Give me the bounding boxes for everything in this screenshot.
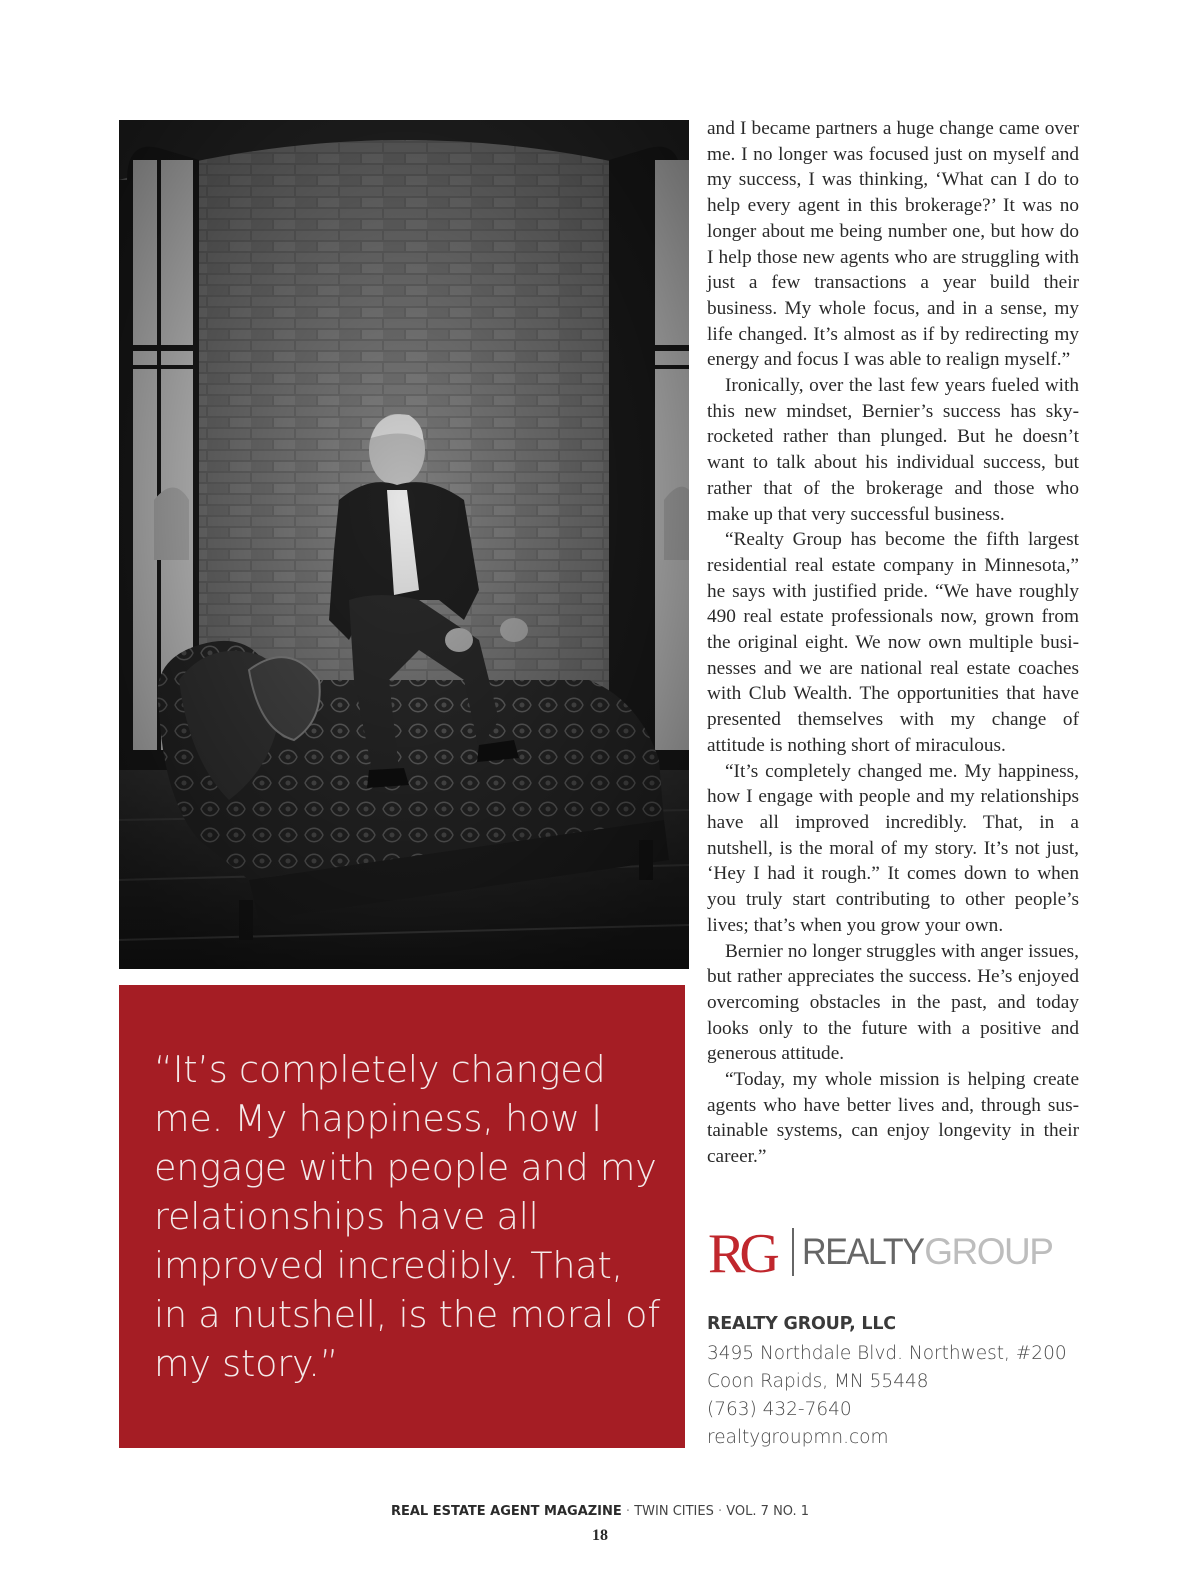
article-paragraph: Ironically, over the last few years fueled with this new mindset, Bernier’s success has skyrocketed rather than plunged. But he doesn’t want to talk about his individual success, but rather that of the brokerage and those who make up that very successful business. <box>707 375 1079 525</box>
address-line-1: 3495 Northdale Blvd. Northwest, #200 <box>707 1343 1067 1364</box>
article-paragraph: and I became partners a huge change came over me. I no longer was focused just on myself and my success, I was thinking, ‘What can I do to help every agent in this brokerage?’ It was no longer about me being number one, but how do I help those new agents who are struggling with just a few transactions a year build their business. My whole focus, and in a sense, my life changed. It’s almost as if by redirecting my energy and focus I was able to realign myself.” <box>707 118 1079 371</box>
article-body <box>707 116 1079 1170</box>
footer-separator: · <box>717 1504 723 1519</box>
article-paragraph: “Today, my whole mission is helping create agents who have better lives and, through sustainable systems, can enjoy longevity in their career.” <box>707 1069 1079 1168</box>
page-number: 18 <box>592 1527 608 1544</box>
article-paragraph: “It’s completely changed me. My happiness, how I engage with people and my relationships have all improved incredibly. That, in a nutshell, is the moral of my story. It’s not just, ‘Hey I had it rough.” It comes down to when you truly start contributing to other people’s lives; that’s when you grow your own. <box>707 760 1079 936</box>
svg-text:RG: RG <box>708 1224 774 1280</box>
article-paragraph: “Realty Group has become the fifth largest residential real estate company in Minnesota,” he says with justified pride. “We have roughly 490 real estate professionals now, grown from the original eight. We now own multiple businesses and we are national real estate coaches with Club Wealth. The opportunities that have presented themselves with my change of attitude is nothing short of miraculous. <box>707 529 1079 756</box>
logo-word-realty: REALTY <box>802 1231 924 1272</box>
article-paragraph: Bernier no longer struggles with anger issues, but rather appreciates the success. He’s enjoyed overcoming obstacles in the past, and today looks only to the future with a positive and generous attitude. <box>707 940 1079 1065</box>
logo-word-group: GROUP <box>924 1231 1053 1272</box>
contact-block <box>707 1312 1079 1452</box>
page-footer <box>0 1503 1200 1521</box>
website-link[interactable]: realtygroupmn.com <box>707 1427 889 1448</box>
portrait-photo <box>119 120 689 969</box>
logo-divider <box>792 1228 794 1276</box>
magazine-name: REAL ESTATE AGENT MAGAZINE <box>390 1504 622 1519</box>
address-line-2: Coon Rapids, MN 55448 <box>707 1371 929 1392</box>
volume-number: VOL. 7 NO. 1 <box>726 1504 810 1519</box>
rg-monogram-icon <box>708 1224 790 1280</box>
footer-separator: · <box>625 1504 631 1519</box>
pull-quote-box <box>119 985 685 1448</box>
edition-name: TWIN CITIES <box>634 1504 714 1519</box>
company-name: REALTY GROUP, LLC <box>707 1314 896 1334</box>
pull-quote-text: “It’s completely changed me. My happiness, how I engage with people and my relationships have all improved incredibly. That, in a nutshell, is the moral of my story.” <box>154 1048 660 1385</box>
realty-group-logo <box>708 1222 1078 1282</box>
phone-number: (763) 432-7640 <box>707 1399 852 1420</box>
